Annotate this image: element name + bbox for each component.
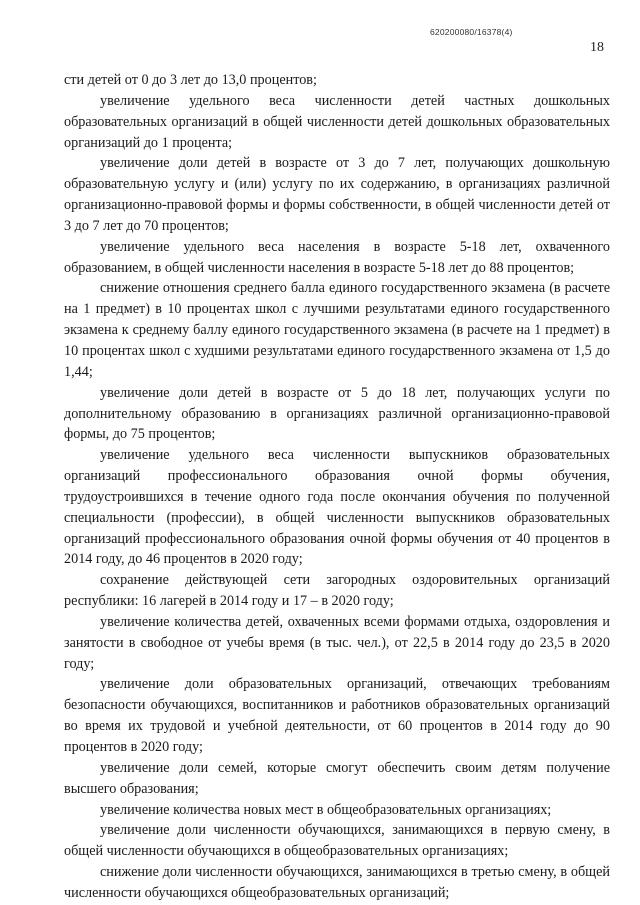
- paragraph: увеличение удельного веса населения в возрасте 5-18 лет, охваченного образованием, в общей численности населения в возрасте 5-18 лет до 88 процентов;: [64, 238, 610, 276]
- paragraph-continuation: сти детей от 0 до 3 лет до 13,0 процентов;: [64, 72, 317, 88]
- paragraph: увеличение удельного веса численности выпускников образовательных организаций профессионального образования очной формы обучения, трудоустроившихся в течение одного года после окончания обучения по полученной специальности (профессии), в общей численности выпускников образовательных организаций профессионального образования очной формы обучения от 40 процентов в 2014 году, до 46 процентов в 2020 году;: [64, 447, 610, 568]
- document-id: 620200080/16378(4): [430, 27, 513, 37]
- page-number: 18: [590, 40, 604, 55]
- paragraph: увеличение доли образовательных организаций, отвечающих требованиям безопасности обучающихся, воспитанников и работников образовательных организаций во время их трудовой и учебной деятельности, от 60 процентов в 2014 году до 90 процентов в 2020 году;: [64, 676, 610, 755]
- paragraph: увеличение удельного веса численности детей частных дошкольных образовательных организаций в общей численности детей дошкольных образовательных организаций до 1 процента;: [64, 92, 610, 151]
- paragraph: сохранение действующей сети загородных оздоровительных организаций республики: 16 лагерей в 2014 году и 17 – в 2020 году;: [64, 572, 610, 610]
- paragraph: увеличение доли семей, которые смогут обеспечить своим детям получение высшего образования;: [64, 759, 610, 797]
- paragraph: снижение отношения среднего балла единого государственного экзамена (в расчете на 1 предмет) в 10 процентах школ с лучшими результатами единого государственного экзамена к среднему баллу единого государственного экзамена (в расчете на 1 предмет) в 10 процентах школ с худшими результатами единого государственного экзамена от 1,5 до 1,44;: [64, 280, 610, 380]
- paragraph: увеличение количества детей, охваченных всеми формами отдыха, оздоровления и занятости в свободное от учебы время (в тыс. чел.), от 22,5 в 2014 году до 23,5 в 2020 году;: [64, 613, 610, 672]
- paragraph: увеличение доли детей в возрасте от 5 до 18 лет, получающих услуги по дополнительному образованию в организациях различной организационно-правовой формы, до 75 процентов;: [64, 384, 610, 443]
- paragraph: увеличение количества новых мест в общеобразовательных организациях;: [100, 801, 552, 818]
- paragraph: увеличение доли детей в возрасте от 3 до 7 лет, получающих дошкольную образовательную услугу и (или) услугу по их содержанию, в организациях различной организационно-правовой формы и формы собственности, в общей численности детей от 3 до 7 лет до 70 процентов;: [64, 155, 610, 234]
- document-body: [64, 70, 610, 904]
- paragraph: увеличение доли численности обучающихся, занимающихся в первую смену, в общей численности обучающихся в общеобразовательных организациях;: [64, 822, 610, 860]
- paragraph: снижение доли численности обучающихся, занимающихся в третью смену, в общей численности обучающихся общеобразовательных организаций;: [64, 864, 610, 901]
